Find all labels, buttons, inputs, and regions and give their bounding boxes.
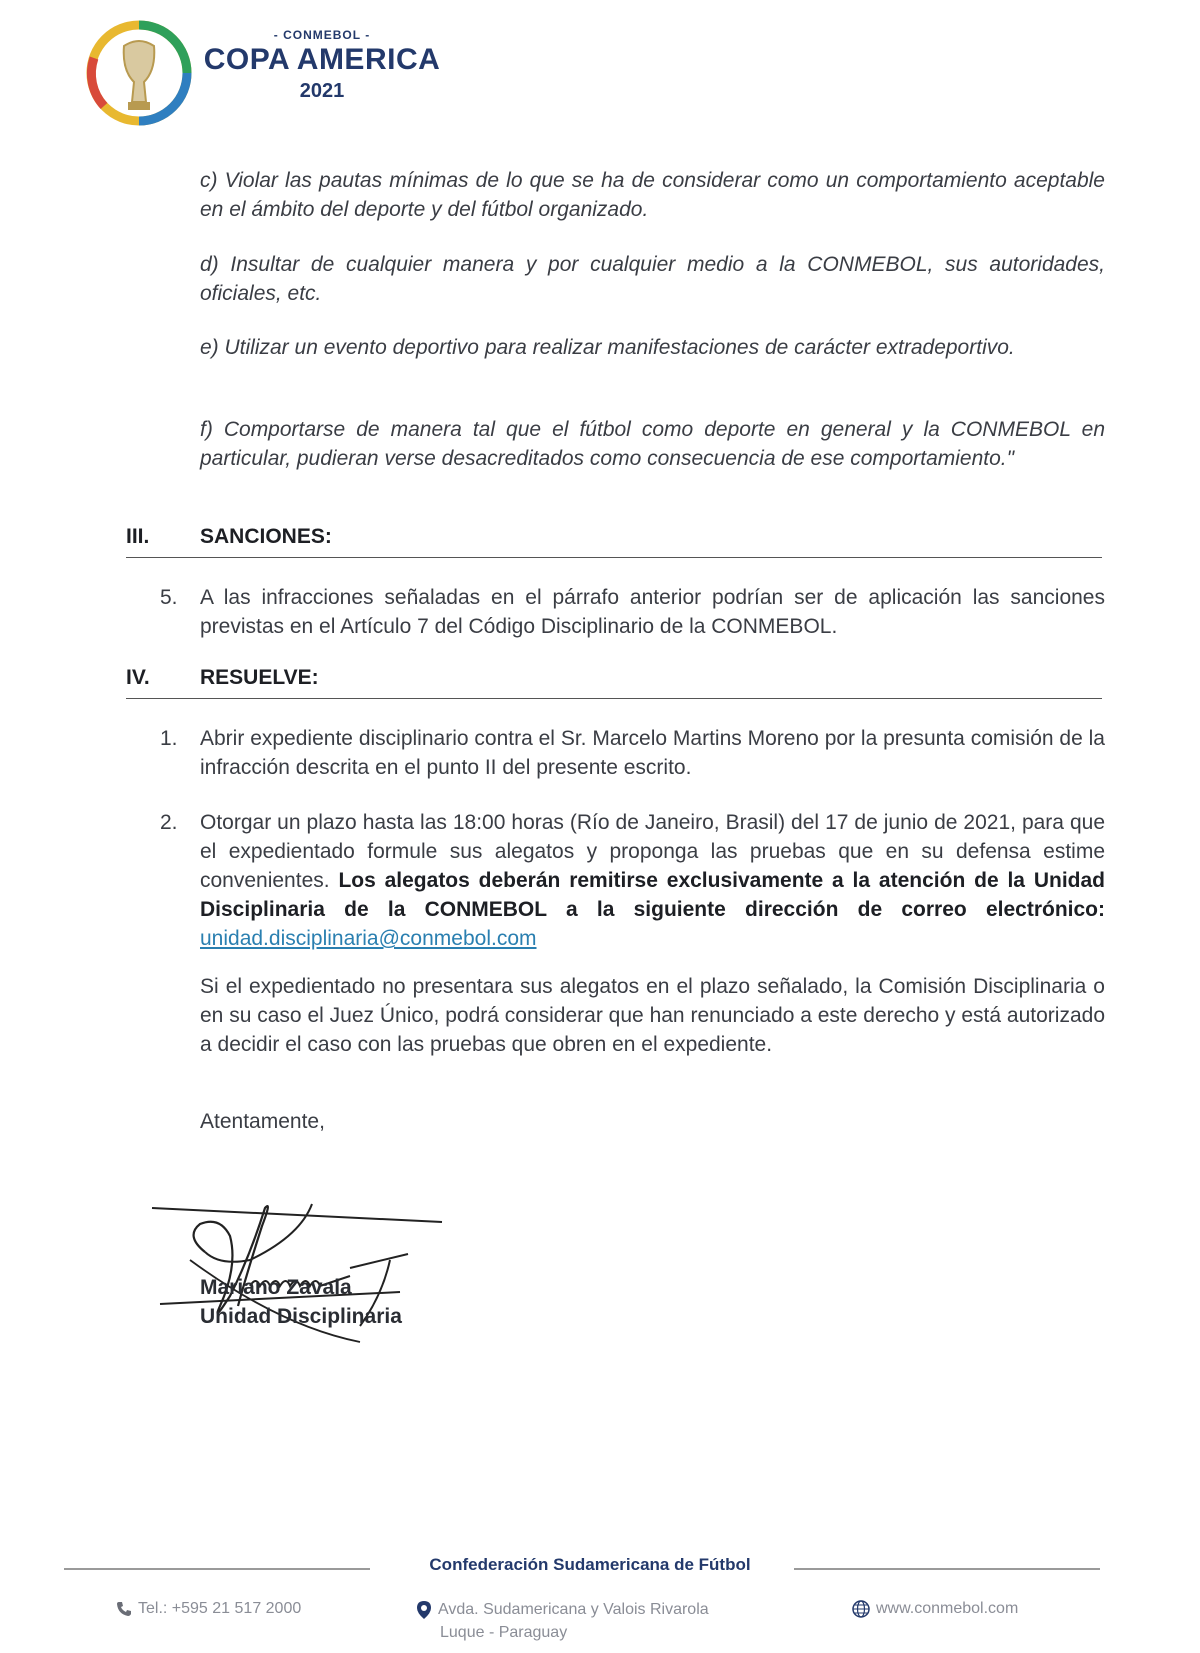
- phone-icon: [116, 1601, 132, 1617]
- section-sanciones-heading: [126, 525, 1102, 558]
- logo-year: 2021: [299, 80, 345, 102]
- logo-brand: - CONMEBOL -: [273, 28, 371, 42]
- article-e: e) Utilizar un evento deportivo para realizar manifestaciones de carácter extradeportivo.: [200, 336, 1015, 359]
- item-number: 2.: [160, 811, 178, 834]
- logo-title: COPA AMERICA: [203, 43, 441, 76]
- signer-name: Mariano Zavala: [200, 1276, 352, 1299]
- salutation: Atentamente,: [200, 1110, 325, 1133]
- section-number: IV.: [126, 666, 150, 689]
- followup-paragraph: Si el expedientado no presentara sus alegatos en el plazo señalado, la Comisión Disciplinaria o en su caso el Juez Único, podrá considerar que han renunciado a este derecho y está autorizado a decidir el caso con las pruebas que obren en el expediente.: [200, 975, 1105, 1056]
- footer-phone: [116, 1600, 301, 1618]
- website-link[interactable]: www.conmebol.com: [876, 1600, 1019, 1618]
- footer-divider-right: [794, 1568, 1100, 1570]
- item-text: [200, 808, 1105, 953]
- footer-divider-left: [64, 1568, 370, 1570]
- logo-text-block: [202, 28, 442, 103]
- trophy-emblem-icon: [84, 18, 194, 128]
- section-title: SANCIONES:: [200, 525, 332, 548]
- globe-icon: [852, 1600, 870, 1618]
- location-pin-icon: [416, 1600, 432, 1620]
- article-f: f) Comportarse de manera tal que el fútbol como deporte en general y la CONMEBOL en particular, pudieran verse desacreditados como consecuencia de ese comportamiento.": [200, 418, 1105, 470]
- copa-america-logo: [84, 18, 444, 128]
- item-text: Abrir expediente disciplinario contra el Sr. Marcelo Martins Moreno por la presunta comisión de la infracción descrita en el punto II del presente escrito.: [200, 727, 1105, 779]
- item-2-bold-text: Los alegatos deberán remitirse exclusivamente a la atención de la Unidad Disciplinaria de la CONMEBOL a la siguiente dirección de correo electrónico:: [200, 869, 1105, 921]
- item-number: 5.: [160, 586, 178, 609]
- article-c: c) Violar las pautas mínimas de lo que se ha de considerar como un comportamiento aceptable en el ámbito del deporte y del fútbol organizado.: [200, 169, 1105, 221]
- section-title: RESUELVE:: [200, 666, 319, 689]
- section-resuelve-heading: [126, 666, 1102, 699]
- footer-website: [852, 1600, 1018, 1618]
- email-link[interactable]: unidad.disciplinaria@conmebol.com: [200, 927, 537, 950]
- item-2-plain-text: Otorgar un plazo hasta las 18:00 horas (Río de Janeiro, Brasil) del 17 de junio de 2021, para que el expedientado formule sus alegatos y proponga las pruebas que en su defensa estime convenientes.: [200, 811, 1105, 892]
- section-number: III.: [126, 525, 150, 548]
- address-line-2: Luque - Paraguay: [440, 1624, 568, 1641]
- address-line-1: Avda. Sudamericana y Valois Rivarola: [438, 1601, 709, 1619]
- phone-number: Tel.: +595 21 517 2000: [138, 1600, 302, 1617]
- footer-organization: Confederación Sudamericana de Fútbol: [429, 1555, 751, 1574]
- footer-address: [416, 1600, 709, 1642]
- item-text: A las infracciones señaladas en el párrafo anterior podrían ser de aplicación las sanciones previstas en el Artículo 7 del Código Disciplinario de la CONMEBOL.: [200, 586, 1105, 638]
- item-number: 1.: [160, 727, 178, 750]
- article-d: d) Insultar de cualquier manera y por cualquier medio a la CONMEBOL, sus autoridades, oficiales, etc.: [200, 253, 1105, 305]
- signer-unit: Unidad Disciplinaria: [200, 1305, 402, 1328]
